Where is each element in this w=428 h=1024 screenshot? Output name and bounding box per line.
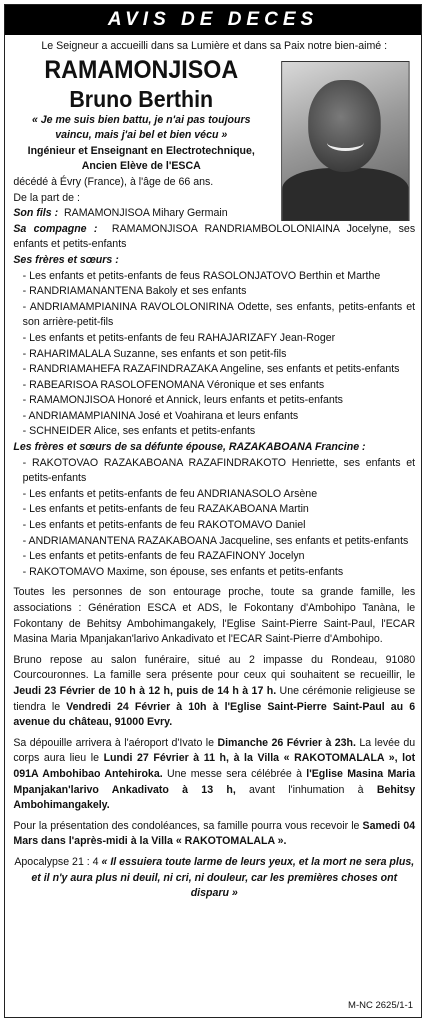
companion-label: Sa compagne : xyxy=(13,222,98,235)
mass-text: Une messe sera célébrée à xyxy=(162,767,307,780)
portrait-head xyxy=(308,80,381,172)
removal-text: La levée du corps aura lieu le xyxy=(13,736,416,765)
companion-text: RAMAMONJISOA RANDRIAMBOLOLONIAINA Jocelyne, ses enfants et petits-enfants xyxy=(13,222,416,251)
condolences-paragraph xyxy=(13,819,415,850)
list-item: - ANDRIAMAMPIANINA RAVOLOLONIRINA Odette, ses enfants, petits-enfants et son arrière-petit-fils xyxy=(22,300,416,329)
list-item: - Les enfants et petits-enfants de feu RAKOTOMAVO Daniel xyxy=(22,519,306,532)
notice-body xyxy=(5,35,422,902)
son-text: RAMAMONJISOA Mihary Germain xyxy=(63,207,228,220)
funeral-text: Bruno repose au salon funéraire, situé au 2 impasse du Rondeau, 91080 Courcouronnes. La famille sera présente pour ceux qui souhaitent se recueillir, le xyxy=(13,653,416,682)
header-section xyxy=(13,39,415,222)
deceased-surname: RAMAMONJISOA xyxy=(44,55,239,84)
list-item: - SCHNEIDER Alice, ses enfants et petits-enfants xyxy=(22,425,256,438)
ceremony-details: Vendredi 24 Février à 10h à l'Eglise Saint-Pierre Saint-Paul au 6 avenue du château, 91000 Evry. xyxy=(13,700,416,729)
repatriation-text: Sa dépouille arrivera à l'aéroport d'Ivato le xyxy=(13,736,218,749)
inlaws-list xyxy=(13,456,415,581)
condolences-details: Samedi 04 Mars dans l'après-midi à la Villa « RAKOTOMALALA ». xyxy=(13,819,416,848)
removal-details: Lundi 27 Février à 11 h, à la Villa « RAKOTOMALALA », lot 091A Ambohibao Antehiroka. xyxy=(13,752,416,780)
son-line xyxy=(13,206,269,222)
viewing-hours: Jeudi 23 Février de 10 h à 12 h, puis de 14 h à 17 h. xyxy=(13,684,277,697)
arrival-date: Dimanche 26 Février à 23h. xyxy=(217,736,356,749)
list-item: - Les enfants et petits-enfants de feu RAZAFINONY Jocelyn xyxy=(22,550,305,563)
reference-code: M-NC 2625/1-1 xyxy=(348,1000,413,1011)
personal-quote: « Je me suis bien battu, je n'ai pas toujours vaincu, mais j'ai bel et bien vécu » xyxy=(31,113,251,142)
companion-line xyxy=(13,222,415,253)
notice-banner: AVIS DE DECES xyxy=(5,5,421,35)
entourage-paragraph: Toutes les personnes de son entourage proche, toute sa grande famille, les associations : Génération ESCA et ADS, le Fokontany d'Ambohipo Tanàna, le Fokontany de Behitsy Ambohimangakely, l'Eglise Saint-Pierre Saint-Paul, l'ECAR Masina Maria Mpanjakan'larivo Ankadivato et l'ECAR Saint-Pierre d'Ambohipo. xyxy=(13,586,416,646)
intro-line: Le Seigneur a accueilli dans sa Lumière et dans sa Paix notre bien-aimé : xyxy=(41,40,388,52)
bible-verse xyxy=(13,855,415,902)
death-line: décédé à Évry (France), à l'âge de 66 ans. xyxy=(13,175,214,188)
repatriation-paragraph xyxy=(13,736,415,814)
burial-place: Behitsy Ambohimangakely. xyxy=(13,783,416,812)
portrait-smile xyxy=(327,134,364,151)
mass-details: l'Eglise Masina Maria Mpanjakan'larivo Ankadivato à 13 h, xyxy=(13,767,416,796)
portrait-shoulders xyxy=(282,168,408,220)
list-item: - RAHARIMALALA Suzanne, ses enfants et son petit-fils xyxy=(22,347,287,360)
list-item: - ANDRIAMANANTENA RAZAKABOANA Jacqueline, ses enfants et petits-enfants xyxy=(22,534,409,547)
deceased-firstname: Bruno Berthin xyxy=(69,85,214,112)
list-item: - RANDRIAMANANTENA Bakoly et ses enfants xyxy=(22,285,247,298)
list-item: - RAKOTOMAVO Maxime, son épouse, ses enfants et petits-enfants xyxy=(22,565,344,578)
funeral-home-paragraph xyxy=(13,653,415,731)
list-item: - RAKOTOVAO RAZAKABOANA RAZAFINDRAKOTO Henriette, ses enfants et petits-enfants xyxy=(22,456,416,485)
siblings-list xyxy=(13,269,415,441)
siblings-label: Ses frères et sœurs : xyxy=(13,253,119,266)
on-behalf-line: De la part de : xyxy=(13,191,80,204)
inlaws-label: Les frères et sœurs de sa défunte épouse, RAZAKABOANA Francine : xyxy=(13,441,366,454)
condolences-text: Pour la présentation des condoléances, sa famille pourra vous recevoir le xyxy=(13,819,363,832)
burial-text: avant l'inhumation à xyxy=(235,783,377,796)
obituary-notice xyxy=(4,4,422,1018)
profession-line: Ingénieur et Enseignant en Electrotechnique, xyxy=(27,144,255,157)
list-item: - RANDRIAMAHEFA RAZAFINDRAZAKA Angeline, ses enfants et petits-enfants xyxy=(22,363,400,376)
son-label: Son fils : xyxy=(13,207,59,220)
portrait-photo xyxy=(281,61,409,221)
list-item: - Les enfants et petits-enfants de feus RASOLONJATOVO Berthin et Marthe xyxy=(22,269,381,282)
school-line: Ancien Elève de l'ESCA xyxy=(81,160,201,173)
list-item: - ANDRIAMAMPIANINA José et Voahirana et leurs enfants xyxy=(22,409,299,422)
list-item: - RABEARISOA RASOLOFENOMANA Véronique et ses enfants xyxy=(22,378,325,391)
verse-text: « Il essuiera toute larme de leurs yeux, et la mort ne sera plus, et il n'y aura plus ni deuil, ni cri, ni douleur, car les premières choses ont disparu » xyxy=(31,855,415,900)
list-item: - Les enfants et petits-enfants de feu RAHAJARIZAFY Jean-Roger xyxy=(22,331,336,344)
list-item: - Les enfants et petits-enfants de feu RAZAKABOANA Martin xyxy=(22,503,309,516)
ceremony-text: Une cérémonie religieuse se tiendra le xyxy=(13,684,416,713)
list-item: - Les enfants et petits-enfants de feu ANDRIANASOLO Arsène xyxy=(22,487,318,500)
list-item: - RAMAMONJISOA Honoré et Annick, leurs enfants et petits-enfants xyxy=(22,394,343,407)
verse-reference: Apocalypse 21 : 4 xyxy=(14,855,99,868)
